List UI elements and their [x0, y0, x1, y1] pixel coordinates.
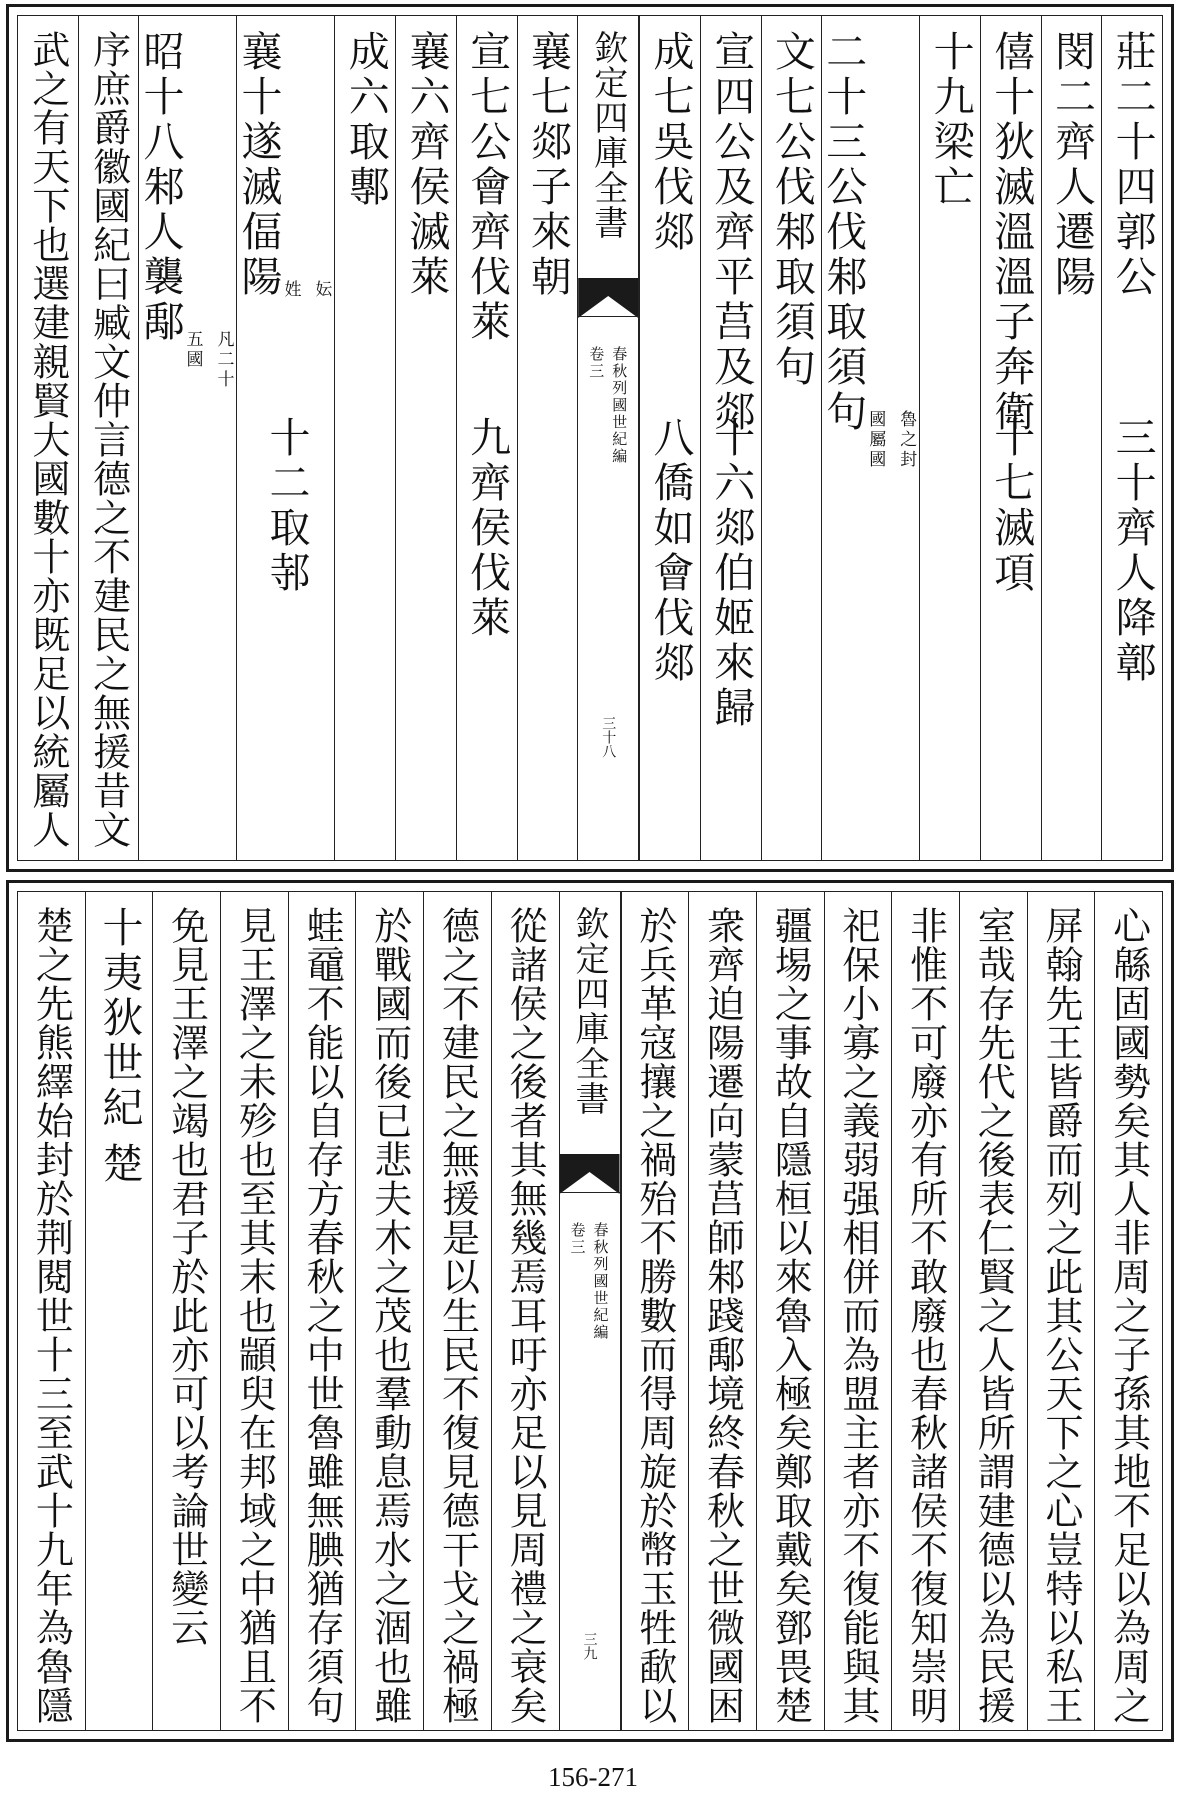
annotation-right: 魯之封 — [896, 410, 917, 470]
column-text: 室哉存先代之後表仁賢之人皆所謂建德以為民援 — [971, 906, 1016, 1725]
column-text: 疆埸之事故自隱桓以來魯入極矣鄭取戴矣鄧畏楚 — [768, 906, 813, 1725]
column-text: 宣四公及齊平莒及郯 — [707, 30, 756, 435]
fish-tail-mark — [560, 1154, 620, 1194]
text-column — [959, 892, 1027, 1730]
text-column — [395, 16, 456, 860]
collection-title: 欽定四庫全書 — [569, 906, 609, 1116]
upper-page-columns — [17, 15, 1163, 861]
section-heading: 十夷狄世紀 — [95, 906, 144, 1131]
text-column — [621, 892, 689, 1730]
annotation — [180, 330, 236, 390]
text-column — [138, 16, 236, 860]
column-lower-text: 八僑如會伐郯 — [646, 416, 695, 686]
column-text: 心緜固國勢矣其人非周之子孫其地不足以為周之 — [1106, 906, 1151, 1725]
book-title: 春秋列國世紀編 — [610, 346, 629, 465]
text-column — [491, 892, 559, 1730]
column-text: 蛙黿不能以自存方春秋之中世魯雖無腆猶存須句 — [300, 906, 345, 1725]
column-text: 屏翰先王皆爵而列之此其公天下之心豈特以私王 — [1038, 906, 1083, 1725]
column-text: 武之有天下也選建親賢大國數十亦既足以統屬人 — [25, 30, 70, 849]
text-column — [288, 892, 356, 1730]
text-column — [423, 892, 491, 1730]
column-text: 序庶爵徽國紀曰臧文仲言德之不建民之無援昔文 — [86, 30, 131, 849]
column-text: 昭十八邾人襲鄅 — [136, 30, 185, 345]
annotation — [278, 280, 334, 300]
fish-tail-mark — [578, 278, 638, 318]
column-text: 祀保小寡之義弱强相併而為盟主者亦不復能與其 — [835, 906, 880, 1725]
text-column — [18, 892, 85, 1730]
annotation — [863, 410, 919, 470]
annotation-right: 妘 — [311, 280, 332, 300]
volume-number: 卷三 — [568, 1222, 587, 1256]
text-column — [756, 892, 824, 1730]
column-text: 德之不建民之無援是以生民不復見德干戈之禍極 — [435, 906, 480, 1725]
column-text: 閔二齊人遷陽 — [1047, 30, 1096, 300]
column-text: 襄七郯子來朝 — [523, 30, 572, 300]
upper-page-frame — [6, 4, 1174, 872]
volume-number: 卷三 — [587, 346, 606, 380]
text-column — [236, 16, 334, 860]
text-column — [18, 16, 78, 860]
column-text: 於兵革寇攘之禍殆不勝數而得周旋於幣玉牲歃以 — [632, 906, 677, 1725]
column-lower-text: 十六郯伯姬來歸 — [707, 416, 756, 731]
column-text: 從諸侯之後者其無幾焉耳吁亦足以見周禮之衰矣 — [503, 906, 548, 1725]
collection-title: 欽定四庫全書 — [587, 30, 628, 240]
fold-line — [578, 316, 638, 317]
center-fold-column — [559, 892, 621, 1730]
page-number: 三十八 — [600, 716, 617, 758]
text-column — [1027, 892, 1095, 1730]
text-column — [761, 16, 822, 860]
book-title: 春秋列國世紀編 — [591, 1222, 610, 1341]
text-column — [517, 16, 578, 860]
column-lower-text: 十七滅項 — [987, 416, 1036, 596]
text-column — [639, 16, 700, 860]
fold-line — [560, 1192, 620, 1193]
column-lower-text: 楚 — [95, 1142, 144, 1187]
column-text: 免見王澤之竭也君子於此亦可以考論世變云 — [164, 906, 209, 1647]
annotation-left: 五國 — [182, 330, 203, 370]
plate-number: 156-271 — [548, 1762, 638, 1792]
column-text: 見王澤之未殄也至其末也顓臾在邦域之中猶且不 — [232, 906, 277, 1725]
text-column — [919, 16, 980, 860]
column-text: 成七吳伐郯 — [646, 30, 695, 255]
column-lower-text: 三十齊人降鄣 — [1108, 416, 1157, 686]
text-column — [1094, 892, 1162, 1730]
column-lower-text: 十二取邿 — [262, 416, 311, 596]
column-text: 僖十狄滅溫溫子奔衛 — [987, 30, 1036, 435]
column-text: 非惟不可廢亦有所不敢廢也春秋諸侯不復知崇明 — [903, 906, 948, 1725]
text-column — [1101, 16, 1162, 860]
column-text: 襄十遂滅偪陽 — [234, 30, 283, 300]
annotation-right: 凡二十 — [213, 330, 234, 390]
column-lower-text: 九齊侯伐萊 — [463, 416, 512, 641]
text-column — [824, 892, 892, 1730]
annotation-left: 姓 — [280, 280, 301, 300]
lower-page-frame — [6, 880, 1174, 1742]
text-column — [152, 892, 220, 1730]
page-number: 三九 — [581, 1632, 598, 1660]
column-text: 於戰國而後已悲夫木之茂也羣動息焉水之涸也雖 — [367, 906, 412, 1725]
text-column — [334, 16, 395, 860]
text-column — [821, 16, 919, 860]
column-text: 衆齊迫陽遷向蒙莒師邾踐鄅境終春秋之世微國困 — [700, 906, 745, 1725]
lower-page-columns — [17, 891, 1163, 1731]
text-column — [456, 16, 517, 860]
column-text: 宣七公會齊伐萊 — [463, 30, 512, 345]
column-text: 楚之先熊繹始封於荆閱世十三至武十九年為魯隱 — [29, 906, 74, 1725]
text-column — [355, 892, 423, 1730]
text-column — [891, 892, 959, 1730]
column-text: 二十三公伐邾取須句 — [819, 30, 868, 435]
annotation-left: 國屬國 — [865, 410, 886, 470]
text-column — [688, 892, 756, 1730]
column-text: 十九梁亡 — [926, 30, 975, 210]
column-text: 成六取鄟 — [341, 30, 390, 210]
column-text: 莊二十四郭公 — [1108, 30, 1157, 300]
text-column — [700, 16, 761, 860]
column-text: 文七公伐邾取須句 — [767, 30, 816, 390]
column-text: 襄六齊侯滅萊 — [402, 30, 451, 300]
text-column — [78, 16, 139, 860]
text-column — [1041, 16, 1102, 860]
text-column — [85, 892, 153, 1730]
center-fold-column — [577, 16, 639, 860]
text-column — [220, 892, 288, 1730]
text-column — [980, 16, 1041, 860]
